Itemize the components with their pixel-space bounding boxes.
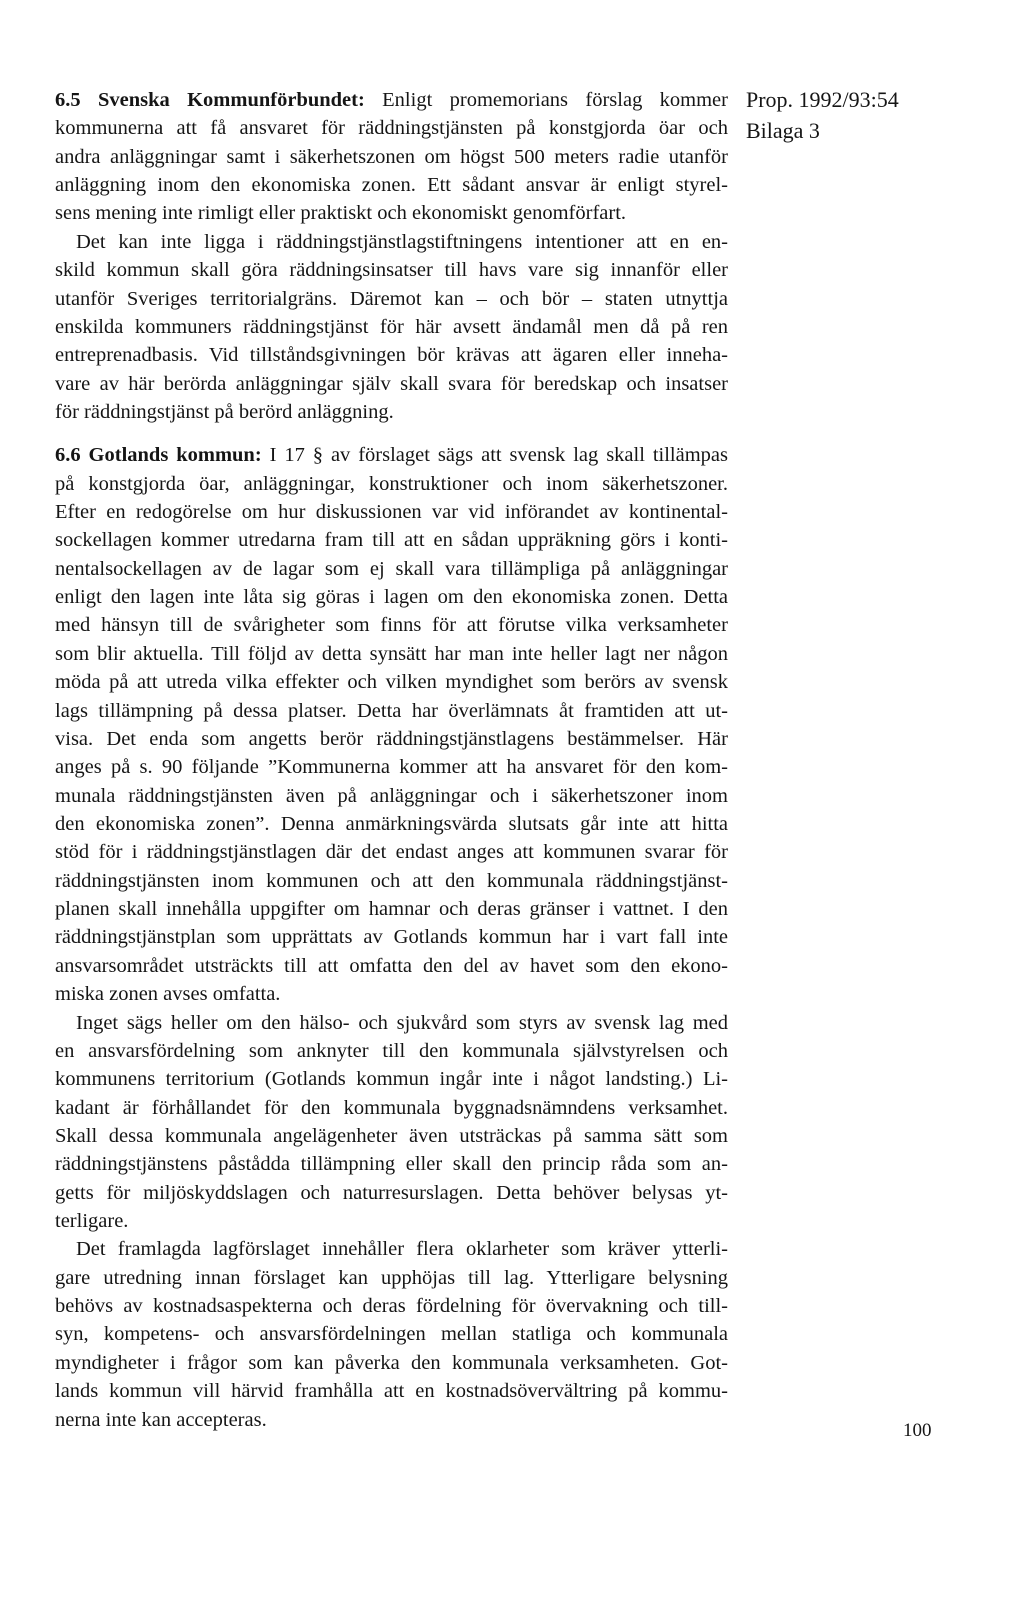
section-6-6 [55,441,728,1434]
text-line: nentalsockellagen av de lagar som ej skall vara tillämpliga på anläggningar [55,557,728,580]
text-line: munala räddningstjänsten även på anläggningar och i säkerhetszoner inom [55,784,728,807]
text-line: terligare. [55,1210,129,1233]
text-line: stöd för i räddningstjänstlagen där det endast anges att kommunen svarar för [55,841,728,864]
text-line: nerna inte kan accepteras. [55,1408,267,1431]
section-heading: 6.5 Svenska Kommunförbundet: [55,89,365,111]
text-line: enskilda kommuners räddningstjänst för här avsett ändamål men då på ren [55,315,728,338]
text-line: planen skall innehålla uppgifter om hamnar och deras gränser i vattnet. I den [55,898,728,921]
text-line: anläggning inom den ekonomiska zonen. Ett sådant ansvar är enligt styrel- [55,174,728,197]
text-line: räddningstjänstplan som upprättats av Gotlands kommun har i vart fall inte [55,926,728,949]
text-line: miska zonen avses omfatta. [55,983,281,1006]
text-line: gare utredning innan förslaget kan upphöjas till lag. Ytterligare belysning [55,1266,728,1289]
text-line: räddningstjänsten inom kommunen och att den kommunala räddningstjänst- [55,869,728,892]
text-line: Efter en redogörelse om hur diskussionen var vid införandet av kontinental- [55,501,728,524]
text-line: vare av här berörda anläggningar själv skall svara för beredskap och insatser [55,372,728,395]
text-line: lags tillämpning på dessa platser. Detta har överlämnats åt framtiden att ut- [55,699,728,722]
text-line: den ekonomiska zonen”. Denna anmärkningsvärda slutsats går inte att hitta [55,812,728,835]
text-line: kommunerna att få ansvaret för räddningstjänsten på konstgjorda öar och [55,117,728,140]
text-line: entreprenadbasis. Vid tillståndsgivningen bör krävas att ägaren eller inneha- [55,344,728,367]
text-line: sens mening inte rimligt eller praktiskt och ekonomiskt genomförfart. [55,202,627,225]
text-line: kommunens territorium (Gotlands kommun ingår inte i något landsting.) Li- [55,1068,728,1091]
text-line: skild kommun skall göra räddningsinsatser till havs vare sig innanför eller [55,259,728,282]
text-line: enligt den lagen inte låta sig göras i lagen om den ekonomiska zonen. Detta [55,586,728,609]
text-line: ansvarsområdet utsträckts till att omfatta den del av havet som den ekono- [55,954,728,977]
paragraph [55,441,728,1008]
text-line: Det framlagda lagförslaget innehåller flera oklarheter som kräver ytterli- [76,1238,728,1261]
text-line: med hänsyn till de svårigheter som finns för att förutse vilka verksamheter [55,614,728,637]
text-line: en ansvarsfördelning som anknyter till den kommunala självstyrelsen och [55,1039,728,1062]
text-line: Skall dessa kommunala angelägenheter även utsträckas på samma sätt som [55,1124,728,1147]
text-line: som blir aktuella. Till följd av detta synsätt har man inte heller lagt ner någon [55,642,728,665]
text-line [55,86,728,114]
appendix-label: Bilaga 3 [746,118,820,143]
text-line: räddningstjänstens påstådda tillämpning eller skall den princip råda som an- [55,1153,728,1176]
section-heading: 6.6 Gotlands kommun: [55,444,262,467]
text-line: för räddningstjänst på berörd anläggning. [55,400,394,423]
paragraph [55,1235,728,1434]
text-line [55,441,728,469]
text-line: visa. Det enda som angetts berör räddningstjänstlagens bestämmelser. Här [55,727,728,750]
page-number: 100 [903,1420,932,1441]
text-line: utanför Sveriges territorialgräns. Däremot kan – och bör – staten utnyttja [55,287,728,310]
text-line: möda på att utreda vilka effekter och vilken myndighet som berörs av svensk [55,671,728,694]
text-line: sockellagen kommer utredarna fram till att en sådan uppräkning görs i konti- [55,529,728,552]
text-run: Enligt promemorians förslag kommer [382,89,728,111]
text-line: kadant är förhållandet för den kommunala byggnadsnämndens verksamhet. [55,1096,728,1119]
text-line: anges på s. 90 följande ”Kommunerna kommer att ha ansvaret för den kom- [55,756,728,779]
text-line: Det kan inte ligga i räddningstjänstlagstiftningens intentioner att en en- [76,230,728,253]
text-line: på konstgjorda öar, anläggningar, konstruktioner och inom säkerhetszoner. [55,472,728,495]
text-line: Inget sägs heller om den hälso- och sjukvård som styrs av svensk lag med [76,1011,728,1034]
text-line: andra anläggningar samt i säkerhetszonen om högst 500 meters radie utanför [55,145,728,168]
text-line: behövs av kostnadsaspekterna och deras fördelning för övervakning och till- [55,1295,728,1318]
paragraph [55,1009,728,1236]
paragraph [55,228,728,427]
text-line: lands kommun vill härvid framhålla att en kostnadsövervältring på kommu- [55,1380,728,1403]
proposition-reference: Prop. 1992/93:54 [746,87,899,112]
section-spacer [55,426,728,441]
section-6-5 [55,86,728,426]
paragraph [55,86,728,228]
text-run: I 17 § av förslaget sägs att svensk lag skall tillämpas [269,444,728,467]
text-line: syn, kompetens- och ansvarsfördelningen mellan statliga och kommunala [55,1323,728,1346]
text-line: getts för miljöskyddslagen och naturresurslagen. Detta behöver belysas yt- [55,1181,728,1204]
text-line: myndigheter i frågor som kan påverka den kommunala verksamheten. Got- [55,1351,728,1374]
text-column [55,86,728,1434]
